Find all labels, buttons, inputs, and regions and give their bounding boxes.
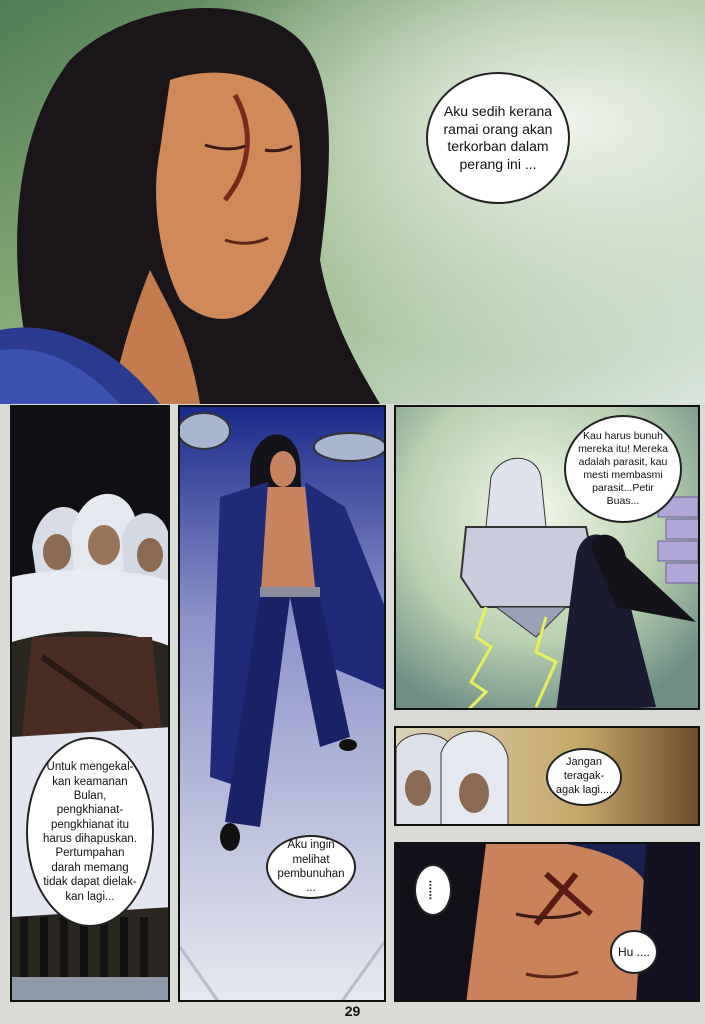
panel-3 bbox=[178, 405, 386, 1002]
speech-text-p6-dots: ...... bbox=[426, 879, 441, 900]
speech-text-p1: Aku sedih kerana ramai orang akan terkorban dalam perang ini ... bbox=[443, 103, 553, 172]
speech-bubble-p5 bbox=[546, 748, 622, 806]
speech-bubble-p4 bbox=[564, 415, 682, 523]
speech-bubble-p6-hu bbox=[610, 930, 658, 974]
panel-6 bbox=[394, 842, 700, 1002]
speech-bubble-p1 bbox=[426, 72, 570, 204]
panel-2 bbox=[10, 405, 170, 1002]
speech-text-p4: Kau harus bunuh mereka itu! Mereka adalah parasit, kau mesti membasmi parasit...Petir Buas... bbox=[578, 429, 668, 508]
panel-4 bbox=[394, 405, 700, 710]
speech-bubble-p6-dots bbox=[414, 864, 452, 916]
panel-1-art bbox=[0, 0, 705, 404]
speech-text-p3: Aku ingin melihat pembunuhan ... bbox=[277, 839, 345, 895]
speech-text-p6-hu: Hu .... bbox=[617, 944, 650, 959]
speech-bubble-p2 bbox=[26, 737, 154, 927]
speech-bubble-p3 bbox=[266, 835, 356, 899]
page-number: 29 bbox=[344, 1003, 361, 1019]
panel-3-art bbox=[180, 407, 386, 1002]
panel-5 bbox=[394, 726, 700, 826]
panel-1 bbox=[0, 0, 705, 404]
speech-text-p5: Jangan teragak-agak lagi.... bbox=[555, 756, 613, 796]
speech-text-p2: Untuk mengekal-kan keamanan Bulan, pengkhianat-pengkhianat itu harus dihapuskan. Pertumpahan darah memang tidak dapat dielak-kan lagi... bbox=[43, 761, 137, 903]
